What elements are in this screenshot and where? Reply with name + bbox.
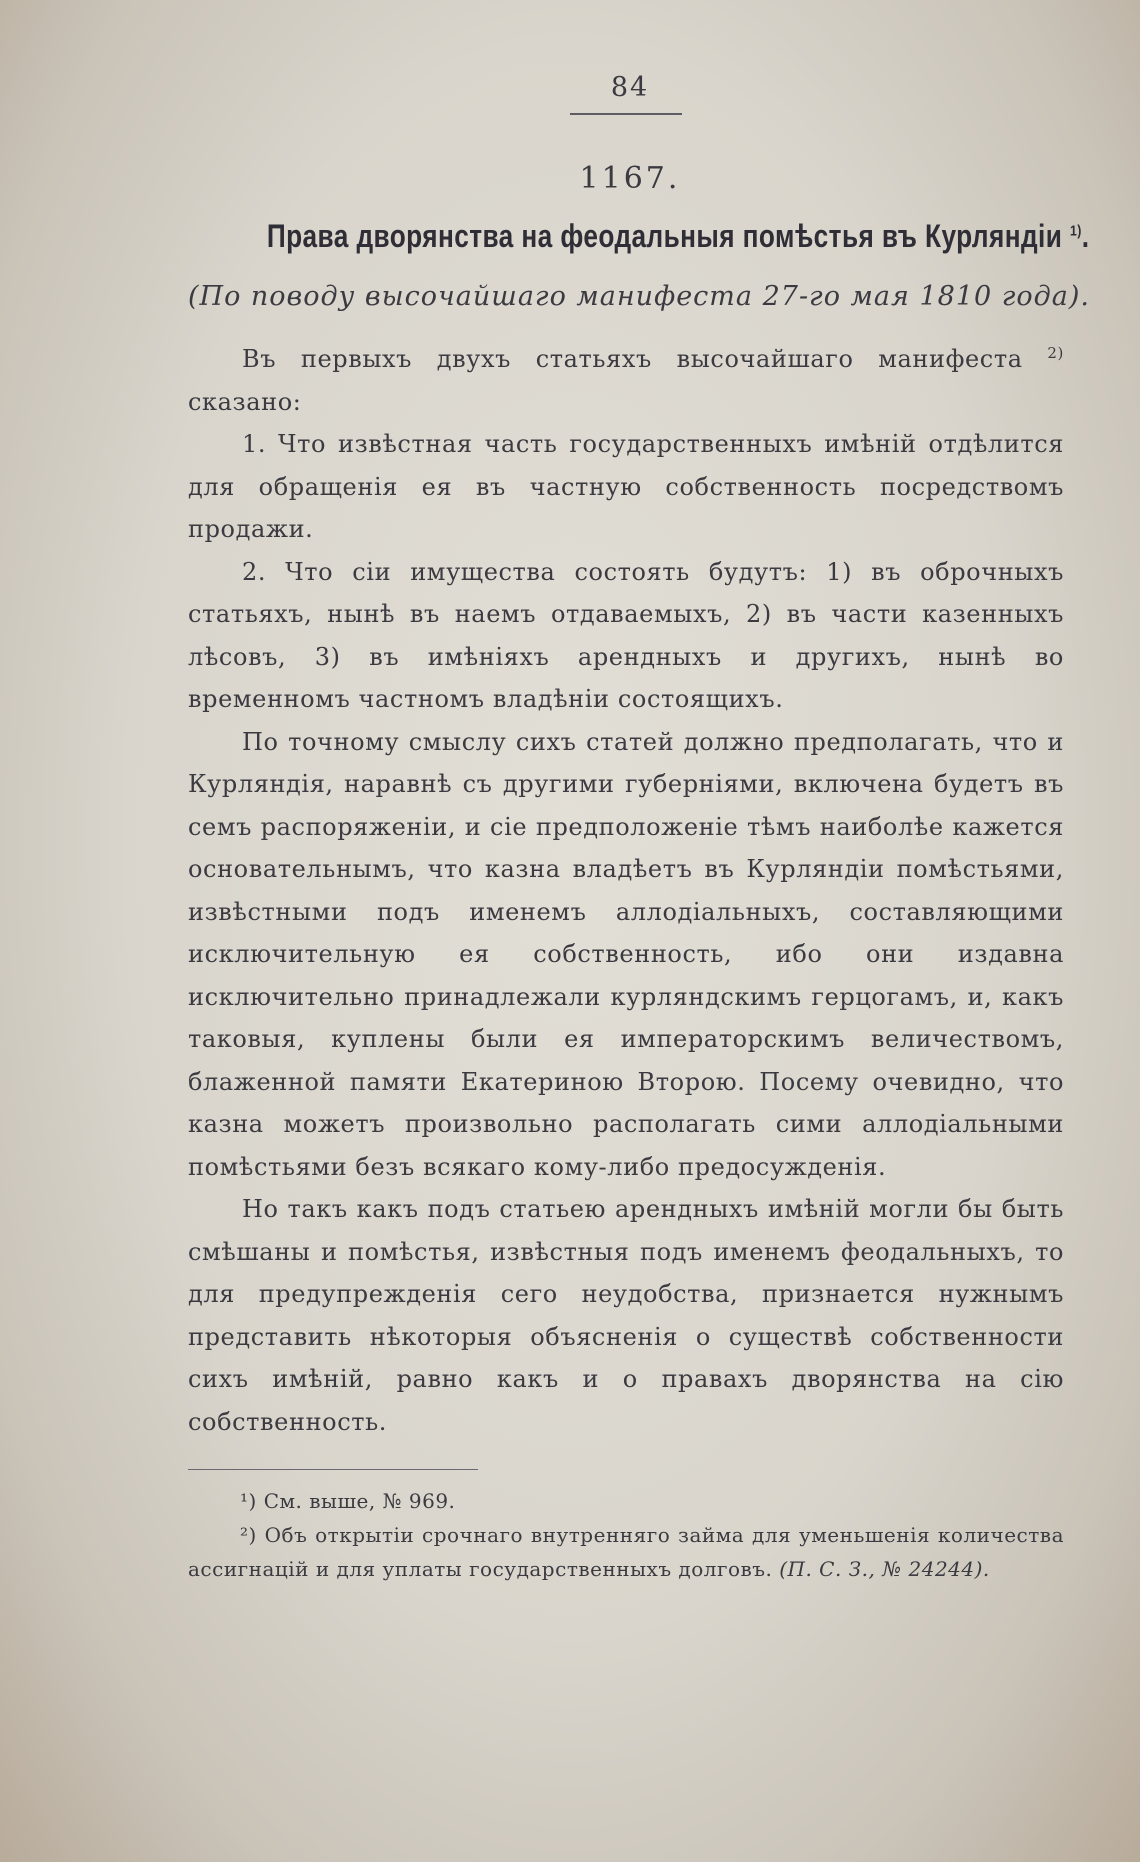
document-number: 1167.: [579, 161, 681, 196]
paragraph-item-2: 2. Что сіи имущества состоять будутъ: 1) въ оброчныхъ статьяхъ, нынѣ въ наемъ отдаваемыхъ, 2) въ части казенныхъ лѣсовъ, 3) въ имѣніяхъ арендныхъ и другихъ, нынѣ во временномъ частномъ владѣніи состоящихъ.: [188, 557, 1064, 713]
footnote-divider: [188, 1469, 478, 1470]
document-title: Права дворянства на феодальныя помѣстья въ Курляндіи $^{1)}$.: [266, 218, 1090, 254]
title-footnote-ref: 1): [1069, 222, 1082, 240]
footnote-2-source: (П. С. З., № 24244).: [779, 1557, 990, 1581]
footnote-2: ²) Объ открытіи срочнаго внутренняго займа для уменьшенія количества ассигнацій и для уплаты государственныхъ долговъ. (П. С. З., № 24244).: [188, 1523, 1064, 1581]
book-page: [188, 60, 1091, 1586]
intro-footnote-ref: 2): [1047, 344, 1064, 362]
page-number: 84: [610, 72, 650, 103]
intro-paragraph: Въ первыхъ двухъ статьяхъ высочайшаго манифеста $^{2)}$ сказано:: [188, 344, 1064, 416]
footnotes: [188, 1484, 1064, 1586]
body-text: [188, 338, 1064, 1443]
paragraph-item-1: 1. Что извѣстная часть государственныхъ имѣній отдѣлится для обращенія ея въ частную собственность посредствомъ продажи.: [188, 430, 1064, 543]
title-text: Права дворянства на феодальныя помѣстья въ Курляндіи: [266, 218, 1063, 254]
document-subtitle: (По поводу высочайшаго манифеста 27-го мая 1810 года).: [188, 281, 1091, 312]
paragraph-conclusion: Но такъ какъ подъ статьею арендныхъ имѣній могли бы быть смѣшаны и помѣстья, извѣстныя подъ именемъ феодальныхъ, то для предупрежденія сего неудобства, признается нужнымъ представить нѣкоторыя объясненія о существѣ собственности сихъ имѣній, равно какъ и о правахъ дворянства на сію собственность.: [188, 1195, 1064, 1436]
footnote-1: ¹) См. выше, № 969.: [240, 1489, 456, 1513]
page-number-rule: [570, 113, 682, 115]
paragraph-argument: По точному смыслу сихъ статей должно предполагать, что и Курляндія, наравнѣ съ другими губерніями, включена будетъ въ семъ распоряженіи, и сіе предположеніе тѣмъ наиболѣе кажется основательнымъ, что казна владѣетъ въ Курляндіи помѣстьями, извѣстными подъ именемъ аллодіальныхъ, составляющими исключительную ея собственность, ибо они издавна исключительно принадлежали курляндскимъ герцогамъ, и, какъ таковыя, куплены были ея императорскимъ величествомъ, блаженной памяти Екатериною Второю. Посему очевидно, что казна можетъ произвольно располагать сими аллодіальными помѣстьями безъ всякаго кому-либо предосужденія.: [188, 727, 1064, 1181]
